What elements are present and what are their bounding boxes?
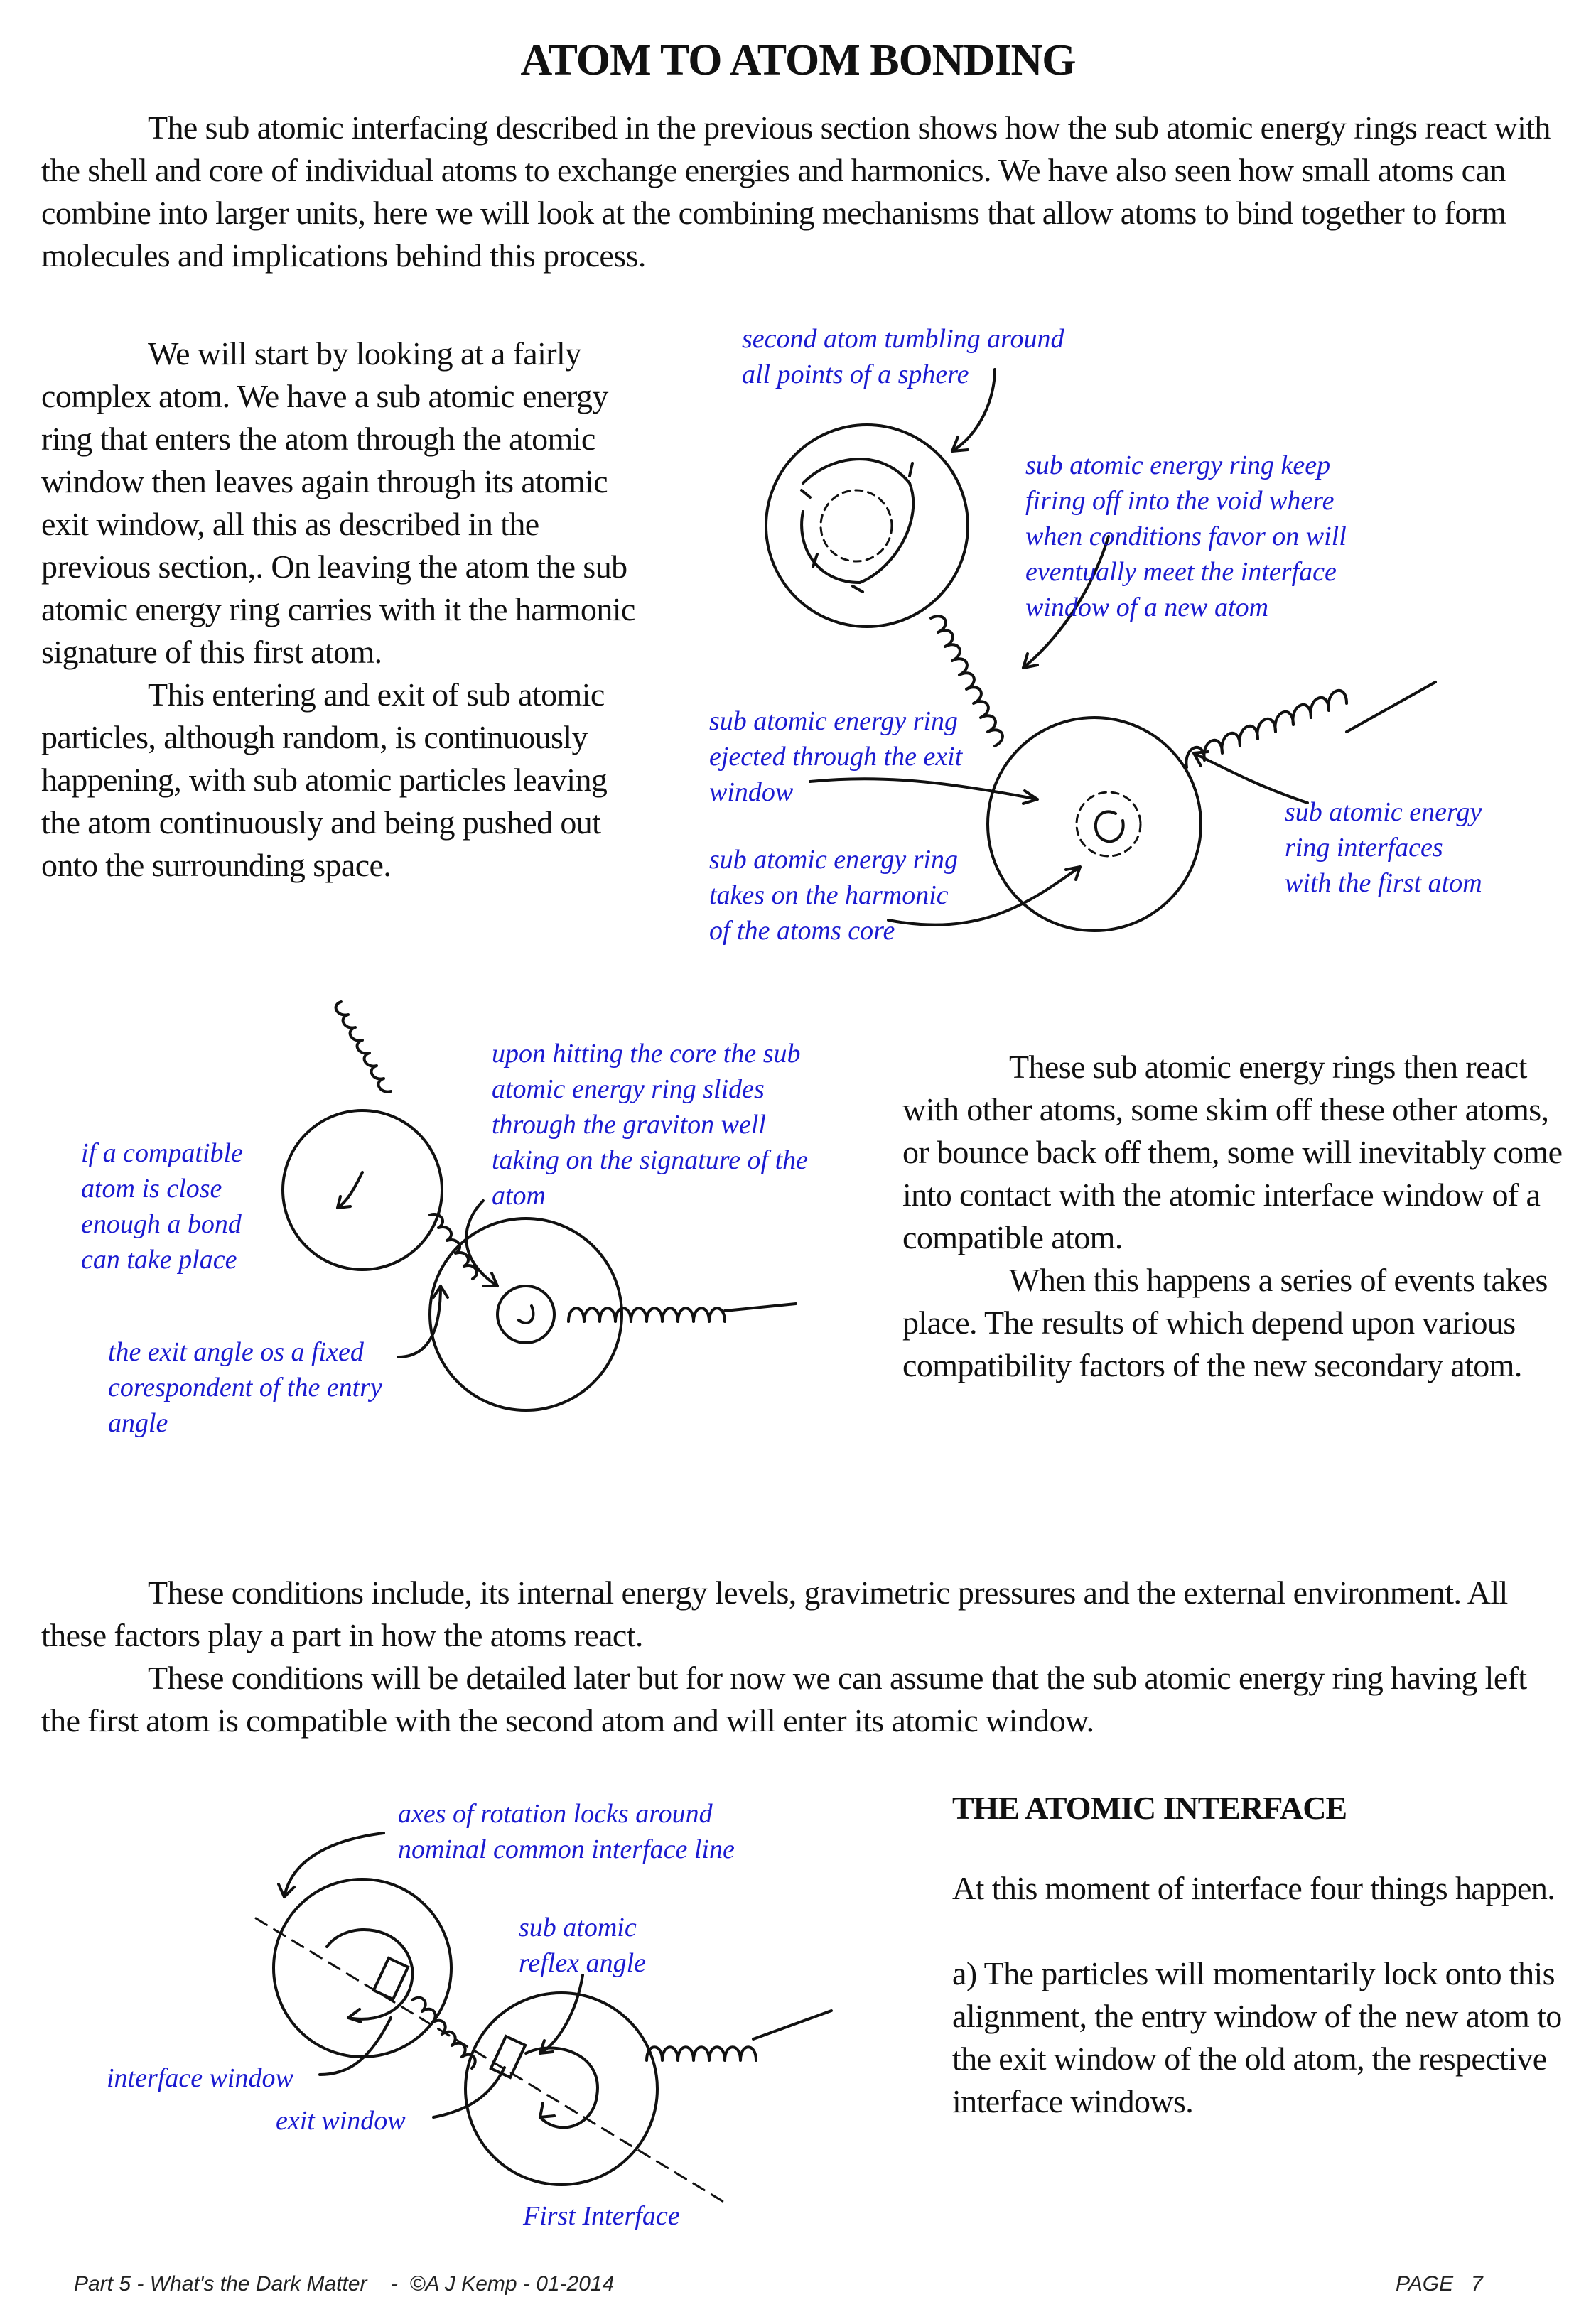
arrow-exit-angle <box>398 1286 448 1357</box>
arrow-axes <box>279 1833 384 1897</box>
caption-line: upon hitting the core the sub <box>492 1039 801 1069</box>
caption-takes-on <box>709 842 958 948</box>
caption-line: taking on the signature of the <box>492 1145 809 1175</box>
caption-ejected <box>709 703 962 810</box>
caption-second-atom <box>742 321 1064 392</box>
caption-interface-window: interface window <box>107 2063 293 2093</box>
caption-line: the exit angle os a fixed <box>108 1337 364 1367</box>
second-atom-window <box>491 2036 525 2077</box>
caption-line: window of a new atom <box>1025 593 1269 622</box>
caption-line: with the first atom <box>1285 868 1482 898</box>
second-atom-circle <box>465 1993 657 2185</box>
section4-text <box>952 1867 1563 2123</box>
caption-line: sub atomic energy <box>1285 797 1482 827</box>
caption-line: eventually meet the interface <box>1025 557 1337 587</box>
section3-p1: These conditions include, its internal energy levels, gravimetric pressures and the external environment. All these factors play a part in how the atoms react. <box>41 1574 1508 1653</box>
section1-p2: This entering and exit of sub atomic particles, although random, is continuously happening, with sub atomic particles leaving the atom continuously and being pushed out onto the surrounding space. <box>41 676 608 883</box>
caption-line: sub atomic energy ring keep <box>1025 450 1331 480</box>
section2-p2: When this happens a series of events takes place. The results of which depend upon various compatibility factors of the new secondary atom. <box>902 1262 1548 1383</box>
caption-line: all points of a sphere <box>742 360 969 389</box>
coil-right <box>568 1304 796 1322</box>
caption-line: atom is close <box>81 1174 222 1204</box>
caption-reflex <box>519 1910 646 1981</box>
footer-page-number: PAGE 7 <box>1396 2272 1483 2296</box>
caption-line: ring interfaces <box>1285 833 1443 863</box>
first-atom-arrow <box>338 1172 362 1208</box>
arrow-interface-window <box>320 2018 391 2075</box>
section2-p1: These sub atomic energy rings then react with other atoms, some skim off these other atoms, or bounce back off them, some will inevitably come into contact with the atomic interface window of a compatible atom. <box>902 1049 1563 1255</box>
first-atom-core <box>821 490 892 561</box>
intro-paragraph <box>41 107 1555 277</box>
first-atom-window <box>374 1958 408 1999</box>
section4-p1: At this moment of interface four things happen. <box>952 1870 1555 1906</box>
caption-line: enough a bond <box>81 1209 242 1239</box>
second-atom-spiral <box>519 1306 533 1323</box>
caption-line: sub atomic <box>519 1913 637 1942</box>
caption-compatible <box>81 1135 243 1277</box>
first-atom-circle <box>766 425 968 627</box>
page-title: ATOM TO ATOM BONDING <box>520 36 1076 85</box>
caption-line: ejected through the exit <box>709 742 963 772</box>
arrow-core <box>466 1201 497 1286</box>
caption-line: angle <box>108 1408 168 1438</box>
arrow-reflex <box>540 1975 583 2053</box>
caption-line: axes of rotation locks around <box>398 1799 713 1829</box>
first-atom-swirl <box>327 1930 412 2022</box>
caption-line: reflex angle <box>519 1948 647 1978</box>
second-atom-circle <box>430 1218 622 1410</box>
caption-line: firing off into the void where <box>1025 486 1335 516</box>
caption-interfaces <box>1285 794 1482 901</box>
second-atom-core <box>1077 792 1141 856</box>
first-atom-circle <box>274 1879 451 2057</box>
caption-keep-firing <box>1025 448 1347 625</box>
caption-line: sub atomic energy ring <box>709 845 959 875</box>
coil-right <box>1186 682 1435 767</box>
caption-line: atom <box>492 1181 546 1211</box>
second-atom-spiral <box>1096 811 1123 841</box>
caption-line: corespondent of the entry <box>108 1373 382 1402</box>
section2-text <box>902 1046 1563 1387</box>
first-atom-swirl <box>802 459 913 583</box>
caption-first-interface: First Interface <box>523 2201 680 2231</box>
first-atom-arrows <box>802 463 912 592</box>
coil-right <box>647 2011 831 2060</box>
caption-line: takes on the harmonic <box>709 880 949 910</box>
first-atom-circle <box>283 1110 442 1270</box>
caption-line: second atom tumbling around <box>742 324 1064 354</box>
caption-line: window <box>709 777 794 807</box>
caption-line: atomic energy ring slides <box>492 1074 765 1104</box>
section1-p1: We will start by looking at a fairly complex atom. We have a sub atomic energy ring that enters the atom through the atomic window then leaves again through its atomic exit window, all this as described in the previous section,. On leaving the atom the sub atomic energy ring carries with it the harmonic signature of this first atom. <box>41 335 635 670</box>
footer-left: Part 5 - What's the Dark Matter - ©A J Kemp - 01-2014 <box>74 2272 615 2296</box>
section1-text <box>41 333 651 887</box>
caption-axes <box>398 1796 735 1867</box>
caption-line: through the graviton well <box>492 1110 766 1140</box>
intro-text: The sub atomic interfacing described in the previous section shows how the sub atomic energy rings react with the shell and core of individual atoms to exchange energies and harmonics. We have also seen how small atoms can combine into larger units, here we will look at the combining mechanisms that allow atoms to bind together to form molecules and implications behind this process. <box>41 109 1551 274</box>
section3-p2: These conditions will be detailed later but for now we can assume that the sub atomic energy ring having left the first atom is compatible with the second atom and will enter its atomic window. <box>41 1660 1527 1739</box>
coil-top <box>336 1002 391 1092</box>
caption-line: can take place <box>81 1245 237 1275</box>
caption-core <box>492 1036 808 1214</box>
section-heading: THE ATOMIC INTERFACE <box>952 1790 1347 1826</box>
caption-exit-window: exit window <box>276 2106 406 2136</box>
caption-line: sub atomic energy ring <box>709 706 959 736</box>
caption-line: if a compatible <box>81 1138 243 1168</box>
section4-p2: a) The particles will momentarily lock onto this alignment, the entry window of the new atom to the exit window of the old atom, the respective interface windows. <box>952 1955 1562 2119</box>
caption-exit-angle <box>108 1334 382 1441</box>
section3-text <box>41 1572 1555 1742</box>
caption-line: nominal common interface line <box>398 1834 735 1864</box>
caption-line: when conditions favor on will <box>1025 521 1347 551</box>
second-atom-core <box>497 1286 554 1343</box>
caption-line: of the atoms core <box>709 916 895 946</box>
